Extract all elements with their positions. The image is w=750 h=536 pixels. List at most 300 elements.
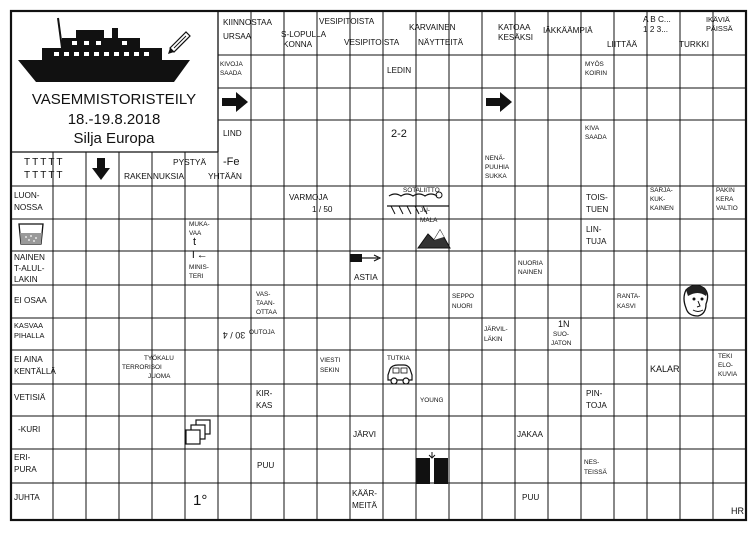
grid-cell[interactable]	[582, 351, 613, 383]
clue-lintuja: LIN-TUJA	[586, 225, 607, 246]
clue-vesipitoista-1: VESIPITOISTA	[319, 17, 375, 26]
grid-cell[interactable]	[252, 121, 283, 151]
grid-cell[interactable]	[384, 12, 415, 54]
grid-cell[interactable]	[54, 187, 85, 218]
grid-cell[interactable]	[318, 121, 349, 151]
clue-ledin: LEDIN	[387, 66, 412, 75]
grid-cell[interactable]	[351, 385, 382, 415]
grid-cell[interactable]	[153, 385, 184, 415]
clue-outoja: OUTOJA	[249, 329, 275, 336]
grid-cell[interactable]	[648, 319, 679, 349]
grid-cell[interactable]	[549, 89, 580, 119]
grid-cell[interactable]	[186, 319, 217, 349]
intro-t-row-1: TTTTT	[24, 157, 65, 168]
grid-cell[interactable]	[450, 450, 481, 482]
grid-cell[interactable]	[450, 220, 481, 250]
grid-cell[interactable]	[318, 417, 349, 448]
grid-cell[interactable]	[648, 121, 679, 151]
grid-cell[interactable]	[153, 220, 184, 250]
clue-jarvilakin: JÄRVIL-LÄKIN	[484, 326, 508, 343]
grid-cell[interactable]	[384, 252, 415, 284]
clue-ikavia: IKÄVIÄ PÄISSÄ	[706, 15, 733, 33]
grid-cell[interactable]	[483, 220, 514, 250]
grid-cell[interactable]	[549, 220, 580, 250]
clue-puu-2: PUU	[522, 493, 540, 502]
grid-cell[interactable]	[417, 121, 448, 151]
grid-cell[interactable]	[483, 417, 514, 448]
grid-cell[interactable]	[615, 450, 646, 482]
grid-cell[interactable]	[219, 385, 250, 415]
grid-cell[interactable]	[648, 89, 679, 119]
grid-cell[interactable]	[549, 484, 580, 519]
grid-cell[interactable]	[582, 450, 613, 482]
grid-cell[interactable]	[450, 56, 481, 87]
grid-cell[interactable]	[417, 286, 448, 317]
grid-cell[interactable]	[384, 220, 415, 250]
grid-cell[interactable]	[153, 187, 184, 218]
grid-cell[interactable]	[648, 220, 679, 250]
grid-cell[interactable]	[648, 252, 679, 284]
clue-toistuen: TOIS-TUEN	[586, 193, 609, 214]
grid-cell[interactable]	[219, 484, 250, 519]
clue-liittaa: LIITTÄÄ	[607, 40, 638, 49]
grid-cell[interactable]	[516, 252, 547, 284]
grid-cell[interactable]	[549, 56, 580, 87]
grid-cell[interactable]	[54, 450, 85, 482]
grid-cell[interactable]	[516, 450, 547, 482]
grid-cell[interactable]	[648, 286, 679, 317]
grid-cell[interactable]	[87, 319, 118, 349]
grid-cell[interactable]	[318, 286, 349, 317]
grid-cell[interactable]	[483, 286, 514, 317]
grid-cell[interactable]	[384, 450, 415, 482]
grid-cell[interactable]	[54, 385, 85, 415]
grid-cell[interactable]	[252, 220, 283, 250]
grid-cell[interactable]	[285, 56, 316, 87]
clue-jarvi: JÄRVI	[353, 430, 377, 439]
clue-vastaanottaa: VAS-TAAN-OTTAA	[256, 291, 277, 316]
clue-kuri: -KURI	[18, 425, 41, 434]
grid-cell[interactable]	[681, 153, 712, 185]
grid-cell[interactable]	[450, 187, 481, 218]
clue-t-arrow: T←	[190, 249, 208, 261]
header-title: VASEMMISTORISTEILY	[31, 91, 197, 108]
grid-cell[interactable]	[87, 484, 118, 519]
grid-cell[interactable]	[681, 319, 712, 349]
grid-cell[interactable]	[615, 121, 646, 151]
grid-cell[interactable]	[714, 153, 745, 185]
grid-cell[interactable]	[87, 252, 118, 284]
grid-cell[interactable]	[714, 319, 745, 349]
grid-cell[interactable]	[285, 385, 316, 415]
grid-cell[interactable]	[516, 220, 547, 250]
grid-cell[interactable]	[648, 385, 679, 415]
grid-cell[interactable]	[285, 417, 316, 448]
grid-cell[interactable]	[384, 286, 415, 317]
grid-cell[interactable]	[186, 351, 217, 383]
grid-cell[interactable]	[318, 319, 349, 349]
clue-varmoja: VARMOJA	[289, 193, 328, 202]
grid-cell[interactable]	[351, 56, 382, 87]
grid-cell[interactable]	[186, 450, 217, 482]
grid-cell[interactable]	[186, 187, 217, 218]
grid-cell[interactable]	[615, 220, 646, 250]
grid-cell[interactable]	[87, 286, 118, 317]
grid-cell[interactable]	[450, 351, 481, 383]
grid-cell[interactable]	[384, 385, 415, 415]
grid-cell[interactable]	[516, 153, 547, 185]
grid-cell[interactable]	[186, 286, 217, 317]
intro-rakennuksia: RAKENNUKSIA	[124, 171, 185, 181]
grid-cell[interactable]	[351, 153, 382, 185]
clue-abc: A B C... 1 2 3...	[643, 15, 671, 34]
grid-cell[interactable]	[384, 417, 415, 448]
grid-cell[interactable]	[483, 484, 514, 519]
grid-cell[interactable]	[483, 187, 514, 218]
grid-cell[interactable]	[153, 484, 184, 519]
grid-cell[interactable]	[615, 385, 646, 415]
grid-cell[interactable]	[417, 89, 448, 119]
grid-cell[interactable]	[681, 351, 712, 383]
grid-cell[interactable]	[318, 484, 349, 519]
grid-cell[interactable]	[483, 56, 514, 87]
grid-cell[interactable]	[318, 89, 349, 119]
grid-cell[interactable]	[483, 450, 514, 482]
grid-cell[interactable]	[648, 484, 679, 519]
grid-cell[interactable]	[450, 417, 481, 448]
grid-cell[interactable]	[417, 351, 448, 383]
grid-cell[interactable]	[648, 450, 679, 482]
grid-cell[interactable]	[549, 417, 580, 448]
intro-fe: -Fe	[223, 156, 240, 168]
grid-cell[interactable]	[417, 417, 448, 448]
clue-nuoria-naisen: NUORIA NAINEN	[518, 260, 543, 276]
clue-lind: LIND	[223, 129, 242, 138]
face-icon	[684, 285, 708, 316]
grid-cell[interactable]	[54, 484, 85, 519]
grid-cell[interactable]	[549, 153, 580, 185]
grid-cell[interactable]	[714, 385, 745, 415]
intro-t-row-2: TTTTT	[24, 170, 65, 181]
grid-cell[interactable]	[252, 417, 283, 448]
grid-cell[interactable]	[285, 450, 316, 482]
clue-jumala: JU-MALA	[420, 207, 438, 224]
grid-cell[interactable]	[681, 252, 712, 284]
grid-cell[interactable]	[87, 220, 118, 250]
grid-cell[interactable]	[120, 286, 151, 317]
grid-cell[interactable]	[582, 484, 613, 519]
grid-cell[interactable]	[648, 153, 679, 185]
grid-cell[interactable]	[549, 187, 580, 218]
grid-cell[interactable]	[54, 319, 85, 349]
clue-iakkaampia: IÄKKÄÄMPIÄ	[543, 26, 593, 35]
grid-cell[interactable]	[681, 56, 712, 87]
grid-cell[interactable]	[120, 417, 151, 448]
grid-cell[interactable]	[516, 187, 547, 218]
grid-cell[interactable]	[417, 319, 448, 349]
grid-cell[interactable]	[285, 252, 316, 284]
grid-cell[interactable]	[384, 153, 415, 185]
grid-cell[interactable]	[219, 286, 250, 317]
grid-cell[interactable]	[252, 187, 283, 218]
grid-cell[interactable]	[351, 286, 382, 317]
grid-cell[interactable]	[87, 385, 118, 415]
grid-cell[interactable]	[384, 89, 415, 119]
grid-cell[interactable]	[252, 89, 283, 119]
grid-cell[interactable]	[252, 56, 283, 87]
clue-pintoja: PIN-TOJA	[586, 389, 607, 410]
grid-cell[interactable]	[615, 484, 646, 519]
grid-cell[interactable]	[516, 319, 547, 349]
grid-cell[interactable]	[120, 484, 151, 519]
grid-cell[interactable]	[681, 417, 712, 448]
grid-cell[interactable]	[450, 12, 481, 54]
grid-cell[interactable]	[219, 187, 250, 218]
grid-cell[interactable]	[450, 121, 481, 151]
grid-cell[interactable]	[417, 153, 448, 185]
grid-cell[interactable]	[615, 252, 646, 284]
grid-cell[interactable]	[120, 385, 151, 415]
grid-cell[interactable]	[714, 417, 745, 448]
clue-two-two: 2-2	[391, 128, 407, 140]
grid-cell[interactable]	[516, 351, 547, 383]
grid-cell[interactable]	[318, 450, 349, 482]
grid-cell[interactable]	[252, 484, 283, 519]
intro-pysty: PYSTYÄ	[173, 157, 207, 167]
clue-tyokalu: TYÖKALU TERRORISOI JUOMA	[122, 355, 174, 380]
clue-nainen: NAINEN T-ALUL-LAKIN	[14, 253, 45, 284]
grid-cell[interactable]	[351, 121, 382, 151]
grid-cell[interactable]	[153, 417, 184, 448]
grid-cell[interactable]	[714, 89, 745, 119]
clue-vetisia: VETISIÄ	[14, 393, 46, 402]
grid-cell[interactable]	[120, 450, 151, 482]
clue-seppo-nuori: SEPPO NUORI	[452, 293, 475, 310]
grid-cell[interactable]	[351, 187, 382, 218]
grid-cell[interactable]	[285, 286, 316, 317]
clue-tutkia: TUTKIA	[387, 355, 410, 362]
grid-cell[interactable]	[351, 450, 382, 482]
clue-sotaliitto: SOTALIITTO	[403, 187, 440, 194]
clue-nayttelta: NÄYTTEITÄ	[418, 38, 464, 47]
grid-cell[interactable]	[714, 286, 745, 317]
grid-cell[interactable]	[615, 351, 646, 383]
clue-pakinkeravaltio: PAKIN KERA VALTIO	[716, 187, 738, 212]
grid-cell[interactable]	[87, 351, 118, 383]
grid-cell[interactable]	[252, 252, 283, 284]
grid-cell[interactable]	[351, 89, 382, 119]
grid-cell[interactable]	[681, 220, 712, 250]
clue-ei-aina: EI AINA KENTÄLLÄ	[14, 355, 56, 376]
grid-cell[interactable]	[318, 153, 349, 185]
clue-ministeri: MINIS-TERI	[189, 264, 209, 280]
grid-cell[interactable]	[120, 252, 151, 284]
clue-kiva-saada: KIVA SAADA	[585, 125, 607, 141]
grid-cell[interactable]	[516, 286, 547, 317]
grid-cell[interactable]	[318, 56, 349, 87]
clue-jakaa: JAKAA	[517, 430, 543, 439]
grid-cell[interactable]	[87, 450, 118, 482]
grid-cell[interactable]	[285, 351, 316, 383]
grid-cell[interactable]	[582, 286, 613, 317]
clue-kirkas: KIR-KAS	[256, 389, 273, 410]
clue-mukavaa: MUKA-VAA	[189, 221, 210, 237]
grid-cell[interactable]	[54, 351, 85, 383]
grid-cell[interactable]	[384, 484, 415, 519]
clue-myos-koirin: MYÖS KOIRIN	[585, 61, 608, 77]
grid-cell[interactable]	[615, 417, 646, 448]
grid-cell[interactable]	[516, 56, 547, 87]
grid-cell[interactable]	[285, 220, 316, 250]
grid-cell[interactable]	[252, 351, 283, 383]
grid-cell[interactable]	[87, 417, 118, 448]
grid-cell[interactable]	[417, 252, 448, 284]
grid-cell[interactable]	[549, 385, 580, 415]
clue-kiinnostaa: KIINNOSTAA	[223, 18, 272, 27]
grid-cell[interactable]	[450, 286, 481, 317]
grid-cell[interactable]	[549, 450, 580, 482]
grid-cell[interactable]	[516, 121, 547, 151]
grid-cell[interactable]	[516, 385, 547, 415]
grid-cell[interactable]	[54, 252, 85, 284]
grid-cell[interactable]	[153, 252, 184, 284]
grid-cell[interactable]	[351, 319, 382, 349]
grid-cell[interactable]	[153, 286, 184, 317]
header-ship-name: Silja Europa	[73, 130, 155, 147]
clue-luonnossa: LUON-NOSSA	[14, 191, 43, 212]
grid-cell[interactable]	[681, 187, 712, 218]
grid-cell[interactable]	[714, 450, 745, 482]
grid-cell[interactable]	[285, 319, 316, 349]
grid-cell[interactable]	[516, 89, 547, 119]
grid-cell[interactable]	[285, 484, 316, 519]
grid-cell[interactable]	[186, 385, 217, 415]
grid-cell[interactable]	[120, 187, 151, 218]
clue-vesipitoista-2: VESIPITOISTA	[344, 38, 400, 47]
grid-cell[interactable]	[219, 450, 250, 482]
grid-cell[interactable]	[714, 121, 745, 151]
grid-cell[interactable]	[318, 252, 349, 284]
grid-cell[interactable]	[417, 484, 448, 519]
grid-cell[interactable]	[54, 220, 85, 250]
grid-cell[interactable]	[285, 89, 316, 119]
clue-rantakasvi: RANTA-KASVI	[617, 293, 641, 310]
clue-eri-pura: ERI-PURA	[14, 453, 37, 474]
grid-cell[interactable]	[582, 89, 613, 119]
grid-cell[interactable]	[351, 220, 382, 250]
clue-one-degree: 1°	[193, 492, 208, 509]
grid-cell[interactable]	[120, 220, 151, 250]
clue-karvainen: KARVAINEN	[409, 23, 456, 32]
grid-cell[interactable]	[219, 220, 250, 250]
grid-cell[interactable]	[582, 319, 613, 349]
grid-cell[interactable]	[384, 319, 415, 349]
grid-cell[interactable]	[483, 121, 514, 151]
grid-cell[interactable]	[417, 12, 448, 54]
grid-cell[interactable]	[219, 417, 250, 448]
grid-cell[interactable]	[681, 450, 712, 482]
clue-one-fifty: 1 / 50	[312, 205, 333, 214]
grid-cell[interactable]	[87, 187, 118, 218]
grid-cell[interactable]	[120, 319, 151, 349]
grid-cell[interactable]	[252, 153, 283, 185]
grid-cell[interactable]	[681, 385, 712, 415]
grid-cell[interactable]	[615, 286, 646, 317]
grid-cell[interactable]	[615, 56, 646, 87]
grid-cell[interactable]	[483, 319, 514, 349]
grid-cell[interactable]	[219, 351, 250, 383]
header-dates: 18.-19.8.2018	[67, 111, 161, 128]
clue-t-small: t	[193, 236, 197, 248]
grid-cell[interactable]	[549, 351, 580, 383]
grid-cell[interactable]	[483, 351, 514, 383]
grid-cell[interactable]	[648, 56, 679, 87]
clue-ursaa: URSAA	[223, 32, 252, 41]
clue-thirty-four: 30 / 4	[222, 330, 246, 340]
grid-cell[interactable]	[450, 484, 481, 519]
grid-cell[interactable]	[318, 385, 349, 415]
clue-nesteissa: NES-TEISSÄ	[584, 459, 607, 476]
clue-sarjakukkainen: SARJA-KUK-KAINEN	[650, 187, 674, 212]
grid-cell[interactable]	[285, 153, 316, 185]
grid-cell[interactable]	[219, 252, 250, 284]
grid-cell[interactable]	[54, 417, 85, 448]
grid-cell[interactable]	[615, 187, 646, 218]
beaker-icon	[19, 224, 43, 244]
clue-astia: ASTIA	[354, 273, 378, 282]
grid-cell[interactable]	[615, 153, 646, 185]
grid-cell[interactable]	[450, 89, 481, 119]
grid-cell[interactable]	[318, 220, 349, 250]
grid-cell[interactable]	[549, 286, 580, 317]
clue-nenapuuhia: NENÄ-PUUHIA SUKKA	[485, 155, 510, 180]
clue-kaarmeita: KÄÄR-MEITÄ	[352, 489, 378, 510]
grid-cell[interactable]	[153, 450, 184, 482]
grid-cell[interactable]	[615, 89, 646, 119]
grid-cell[interactable]	[549, 252, 580, 284]
grid-cell[interactable]	[714, 252, 745, 284]
grid-cell[interactable]	[648, 417, 679, 448]
grid-cell[interactable]	[681, 89, 712, 119]
grid-cell[interactable]	[615, 319, 646, 349]
grid-cell[interactable]	[450, 319, 481, 349]
signature: HR	[731, 506, 744, 516]
grid-cell[interactable]	[714, 56, 745, 87]
clue-kivoja-saada: KIVOJA SAADA	[220, 61, 243, 77]
grid-cell[interactable]	[54, 286, 85, 317]
grid-cell[interactable]	[450, 385, 481, 415]
grid-cell[interactable]	[714, 220, 745, 250]
clue-kasvaa: KASVAA PIHALLA	[14, 321, 45, 340]
grid-cell[interactable]	[483, 385, 514, 415]
grid-cell[interactable]	[549, 121, 580, 151]
grid-cell[interactable]	[582, 153, 613, 185]
clue-kalar: KALAR	[650, 364, 680, 374]
clue-puu-1: PUU	[257, 461, 275, 470]
grid-cell[interactable]	[450, 252, 481, 284]
grid-cell[interactable]	[483, 252, 514, 284]
grid-cell[interactable]	[153, 319, 184, 349]
grid-cell[interactable]	[582, 417, 613, 448]
grid-cell[interactable]	[351, 351, 382, 383]
grid-cell[interactable]	[450, 153, 481, 185]
grid-cell[interactable]	[681, 121, 712, 151]
grid-cell[interactable]	[417, 56, 448, 87]
grid-cell[interactable]	[285, 121, 316, 151]
grid-cell[interactable]	[582, 252, 613, 284]
clue-s-lopulla: S-LOPULLA KONNA	[281, 30, 327, 49]
grid-cell[interactable]	[681, 484, 712, 519]
